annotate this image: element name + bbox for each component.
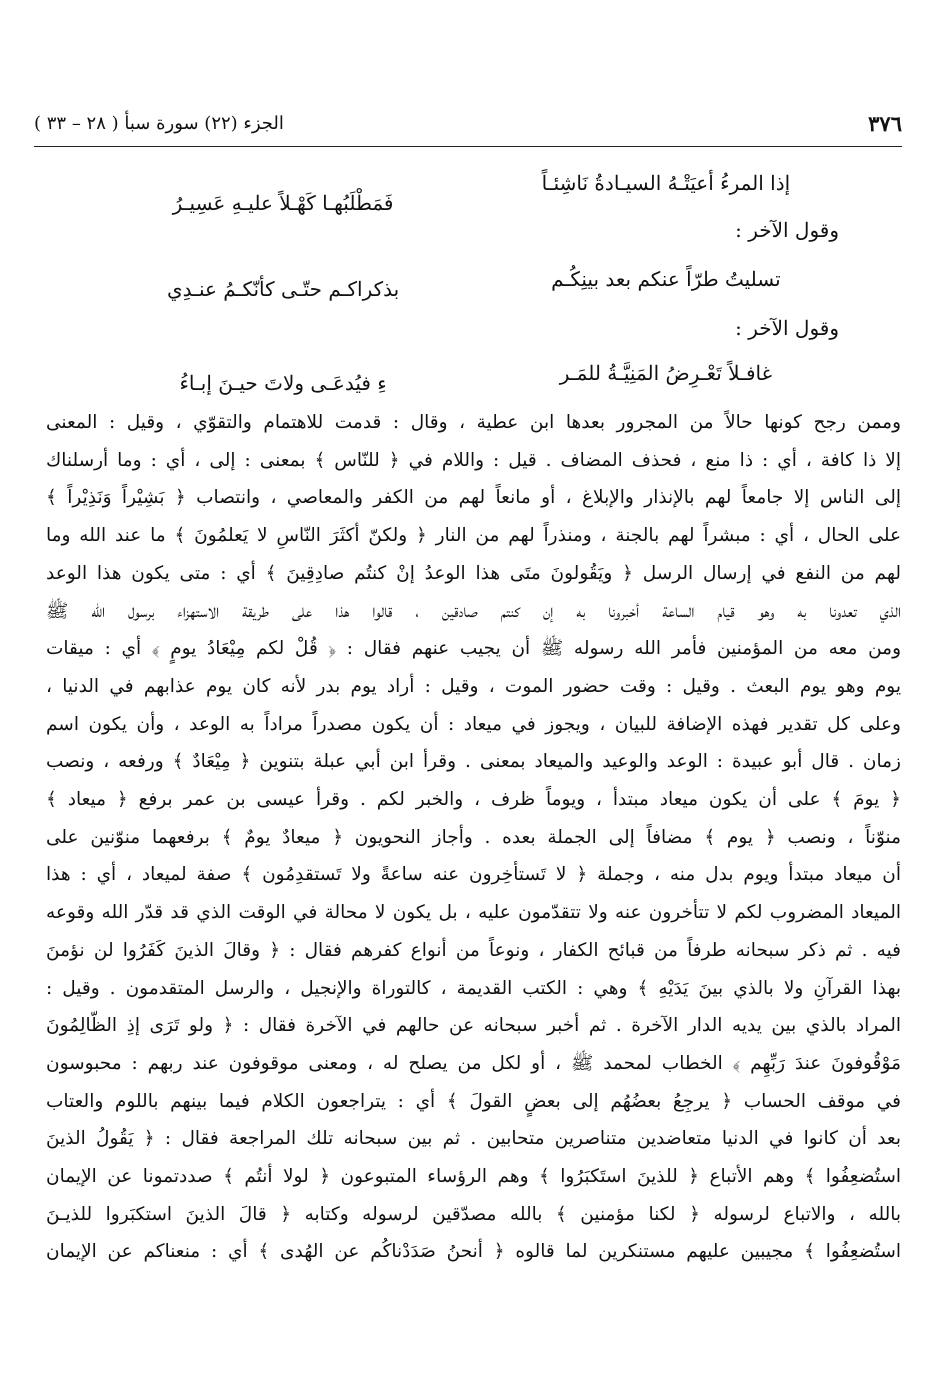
text-line: ﴿ يومَ ﴾ على أن يكون ميعاد مبتدأ ، ويوماً ظرف ، والخبر لكم . وقرأ عيسى بن عمر برفع ﴿ ميعاد ﴾ — [46, 789, 901, 811]
poem-verse — [120, 262, 829, 332]
text-line: مَوْقُوفونَ عندَ رَبِّهِم ﴾ الخطاب لمحمد ﷺ ، أو لكل من يصلح له ، ومعنى موقوفون عند ربهم : محبوسون — [46, 1052, 901, 1074]
text-line: وعلى كل تقدير فهذه الإضافة للبيان ، ويجوز في ميعاد : أن يكون مصدراً مراداً به الوعد ، وأن يكون اسم — [46, 713, 901, 735]
verse-intro: وقول الآخر : — [735, 218, 839, 242]
verse-second-hemistich: بذكراكـم حتّـى كأنّكـمُ عنـدِي — [166, 277, 400, 301]
verse-first-hemistich: إذا المرءُ أعيَتْـهُ السيـادةُ نَاشِئـاً — [541, 171, 791, 195]
text-line: يوم وهو يوم البعث . وقيل : وقت حضور الموت ، وقيل : أراد يوم بدر لأنه كان يوم عذابهم في الدنيا ، — [46, 675, 901, 697]
page-header — [34, 100, 902, 147]
text-line: بالله ، والاتباع لرسوله ﴿ لكنا مؤمنين ﴾ بالله مصدّقين لرسوله وكتابه ﴿ قالَ الذينَ استكبَروا للذيـنَ — [46, 1203, 901, 1225]
text-line: إلا ذا كافة ، أي : ذا منع ، فحذف المضاف . قيل : واللام في ﴿ للنّاس ﴾ بمعنى : إلى ، أي : وما أرسلناك — [46, 449, 901, 471]
poem-verse — [120, 166, 829, 236]
verse-intro: وقول الآخر : — [735, 316, 839, 340]
text-line: لهم من النفع في إرسال الرسل ﴿ ويَقُولونَ متَى هذا الوعدُ إنْ كنتُم صادِقِينَ ﴾ أي : متى يكون هذا الوعد — [46, 562, 901, 584]
verse-first-hemistich: تسليتُ طرّاً عنكم بعد بينِكُـم — [551, 267, 781, 291]
text-line: الذي تعدونا به وهو قيام الساعة أخبرونا به إن كنتم صادقين ، قالوا هذا على طريقة الاستهزاء برسول الله ﷺ — [46, 600, 901, 622]
text-line: إلى الناس إلا جامعاً لهم بالإنذار والإبلاغ ، أو مانعاً لهم من الكفر والمعاصي ، وانتصاب ﴿ بَشِيْراً وَنَذِيْراً ﴾ — [46, 487, 901, 509]
text-line: المراد بالذي بين يديه الدار الآخرة . ثم أخبر سبحانه عن حالهم في الآخرة فقال : ﴿ ولو تَرَى إذِ الظّالِمُونَ — [46, 1015, 901, 1037]
text-line: زمان . قال أبو عبيدة : الوعد والوعيد والميعاد بمعنى . وقرأ ابن أبي عبلة بتنوين ﴿ مِيْعَادٌ ﴾ ورفعه ، ونصب — [46, 751, 901, 773]
text-line: فيه . ثم ذكر سبحانه طرفاً من قبائح الكفار ، ونوعاً من أنواع كفرهم فقال : ﴿ وقالَ الذينَ كَفَرُوا لن نؤمنَ — [46, 939, 901, 961]
text-line: منوّناً ، ونصب ﴿ يوم ﴾ مضافاً إلى الجملة بعده . وأجاز النحويون ﴿ ميعادٌ يومٌ ﴾ برفعهما منوّنين على — [46, 826, 901, 848]
text-line: ومن معه من المؤمنين فأمر الله رسوله ﷺ أن يجيب عنهم فقال : ﴿ قُلْ لكم مِيْعَادُ يومٍ ﴾ أي : ميقات — [46, 638, 901, 660]
verse-second-hemistich: ءِ فيُدعَـى ولاتَ حيـنَ إبـاءُ — [179, 371, 387, 395]
text-line: بعد أن كانوا في الدنيا متعاضدين متناصرين متحابين . ثم بين سبحانه تلك المراجعة فقال : ﴿ يَقُولُ الذينَ — [46, 1128, 901, 1150]
verse-second-hemistich: فَمَطْلَبُهـا كَهْـلاً عليـهِ عَسِيـرُ — [172, 191, 394, 215]
text-line: بهذا القرآنِ ولا بالذي بينَ يَدَيْهِ ﴾ وهي : الكتب القديمة ، كالتوراة والإنجيل ، والرسل المتقدمون . وقيل : — [46, 977, 901, 999]
text-line: في موقف الحساب ﴿ يرجِعُ بعضُهُم إلى بعضٍ القولَ ﴾ أي : يتراجعون الكلام فيما بينهم باللوم والعتاب — [46, 1090, 901, 1112]
page-number: ٣٧٦ — [868, 110, 902, 136]
text-line: استُضعِفُوا ﴾ وهم الأتباع ﴿ للذينَ استَكبَرُوا ﴾ وهم الرؤساء المتبوعون ﴿ لولا أنتُم ﴾ صددتمونا عن الإيمان — [46, 1166, 901, 1188]
text-line: استُضعِفُوا ﴾ مجيبين عليهم مستنكرين لما قالوه ﴿ أنحنُ صَدَدْناكُم عن الهُدى ﴾ أي : منعناكم عن الإيمان — [46, 1241, 901, 1263]
running-head: الجزء (٢٢) سورة سبأ ( ٢٨ – ٣٣ ) — [34, 112, 284, 134]
text-line: الميعاد المضروب لكم لا تتأخرون عنه ولا تتقدّمون عليه ، بل يكون لا محالة في الوقت الذي قد قدّر الله وقوعه — [46, 902, 901, 924]
text-line: وممن رجح كونها حالاً من المجرور بعدها ابن عطية ، وقال : قدمت للاهتمام والتقوّي ، وقيل : المعنى — [46, 412, 901, 433]
verse-first-hemistich: غافـلاً تَعْـرِضُ المَنِيَّـةُ للمَـر — [559, 361, 773, 385]
text-line: أن ميعاد مبتدأ ويوم بدل منه ، وجملة ﴿ لا تَستأخِرون عنه ساعةً ولا تَستقدِمُون ﴾ صفة لميعاد ، أي : هذا — [46, 864, 901, 886]
text-line: على الحال ، أي : مبشراً لهم بالجنة ، ومنذراً لهم من النار ﴿ ولكنّ أكثَرَ النّاسِ لا يَعلمُونَ ﴾ ما عند الله وما — [46, 525, 901, 547]
commentary-text — [46, 404, 901, 1271]
